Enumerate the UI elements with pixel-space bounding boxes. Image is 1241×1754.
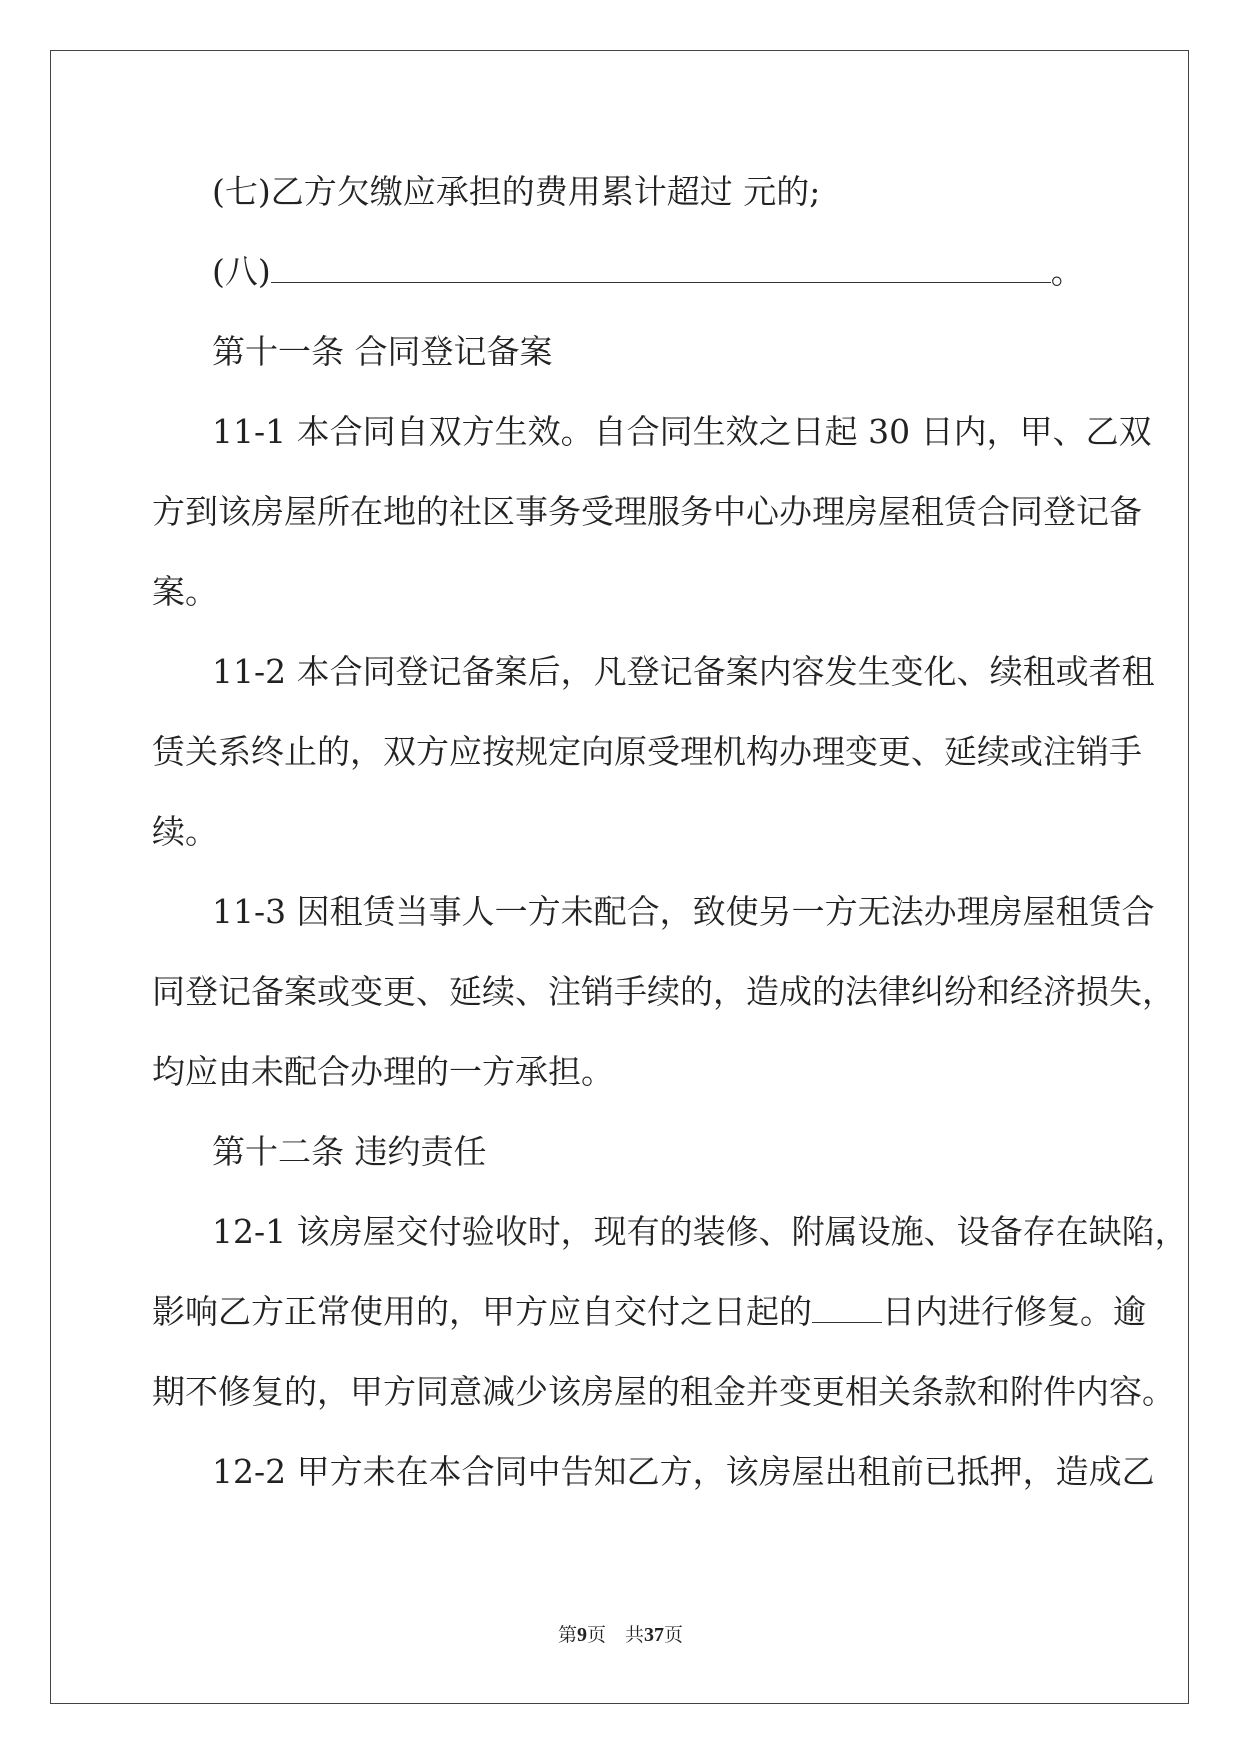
paragraph-line: 方到该房屋所在地的社区事务受理服务中心办理房屋租赁合同登记备 [152,492,1142,531]
clause-8-blank[interactable] [271,254,1051,283]
clause-7-text: (七)乙方欠缴应承担的费用累计超过 元的; [212,172,821,211]
page-footer [0,1620,1241,1647]
footer-prefix: 第 [557,1624,577,1646]
clause-8-end: 。 [1050,252,1084,291]
footer-suffix: 页 [664,1624,684,1646]
days-blank[interactable] [812,1294,882,1323]
line-segment: 日内进行修复。逾 [882,1292,1146,1331]
paragraph-line: 同登记备案或变更、延续、注销手续的，造成的法律纠纷和经济损失， [152,972,1175,1011]
paragraph-line: 均应由未配合办理的一方承担。 [152,1052,614,1091]
paragraph-line: 11-3 因租赁当事人一方未配合，致使另一方无法办理房屋租赁合 [212,892,1155,931]
paragraph-line: 续。 [152,812,218,851]
paragraph-line: 案。 [152,572,218,611]
current-page-number: 9 [576,1624,587,1646]
paragraph-line: 11-1 本合同自双方生效。自合同生效之日起 30 日内，甲、乙双 [212,412,1152,451]
paragraph-line: 期不修复的，甲方同意减少该房屋的租金并变更相关条款和附件内容。 [152,1372,1175,1411]
paragraph-line: 12-1 该房屋交付验收时，现有的装修、附属设施、设备存在缺陷， [212,1212,1188,1251]
clause-8-line [212,252,1084,292]
line-segment: 影响乙方正常使用的，甲方应自交付之日起的 [152,1292,812,1331]
paragraph-line: 11-2 本合同登记备案后，凡登记备案内容发生变化、续租或者租 [212,652,1155,691]
footer-mid: 页 共 [586,1624,644,1646]
paragraph-line-with-blank [152,1292,1146,1332]
total-page-number: 37 [644,1624,664,1646]
article-11-heading: 第十一条 合同登记备案 [212,332,553,371]
paragraph-line: 赁关系终止的，双方应按规定向原受理机构办理变更、延续或注销手 [152,732,1142,771]
clause-8-label: (八) [212,252,271,291]
article-12-heading: 第十二条 违约责任 [212,1132,487,1171]
paragraph-line: 12-2 甲方未在本合同中告知乙方，该房屋出租前已抵押，造成乙 [212,1452,1155,1491]
